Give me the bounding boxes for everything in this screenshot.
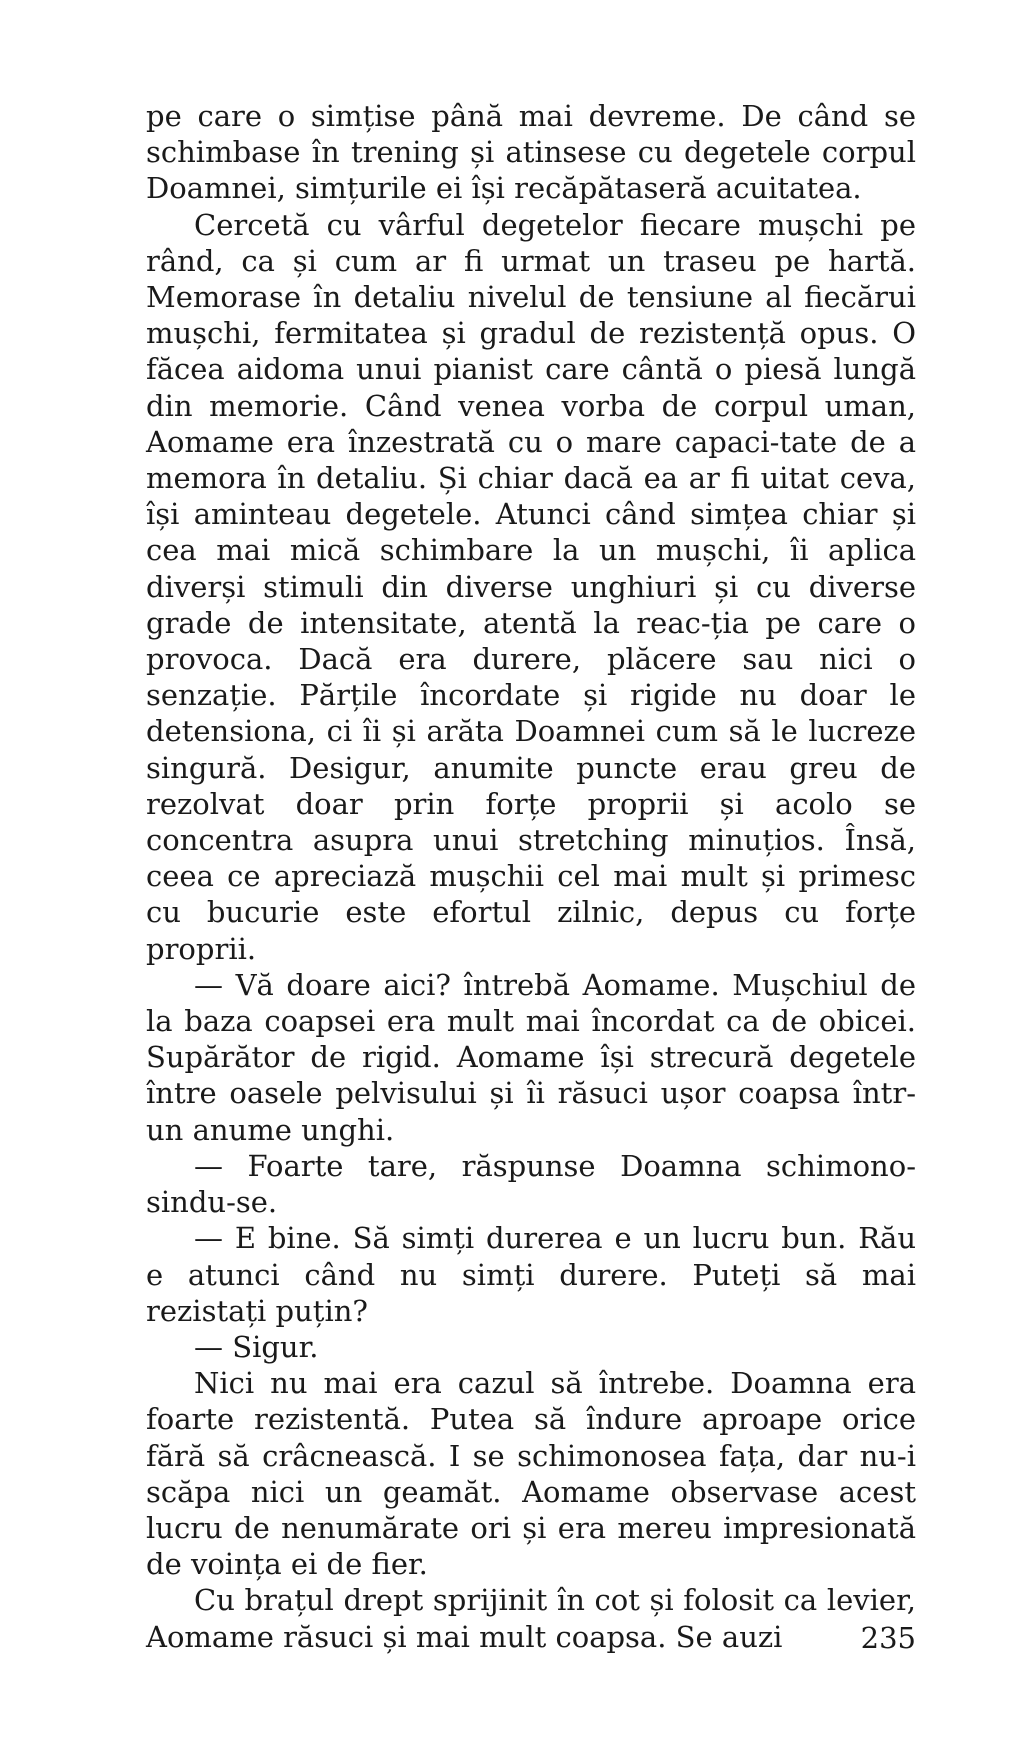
- paragraph: — Foarte tare, răspunse Doamna schimono-sindu-se.: [146, 1148, 916, 1220]
- paragraph: pe care o simțise până mai devreme. De când se schimbase în trening și atinsese cu degetele corpul Doamnei, simțurile ei își recăpătaseră acuitatea.: [146, 99, 916, 206]
- paragraph: — Vă doare aici? întrebă Aomame. Mușchiul de la baza coapsei era mult mai încordat ca de obicei. Supărător de rigid. Aomame își strecură degetele între oasele pelvisului și îi răsuci ușor coapsa într-un anume unghi.: [146, 967, 916, 1147]
- page-number: 235: [860, 1621, 916, 1655]
- paragraph: — Sigur.: [194, 1329, 319, 1364]
- book-page-text: [146, 98, 916, 1655]
- paragraph: Cu brațul drept sprijinit în cot și folosit ca levier, Aomame răsuci și mai mult coapsa. Se auzi: [146, 1583, 916, 1654]
- paragraph: — E bine. Să simți durerea e un lucru bun. Rău e atunci când nu simți durere. Puteți să mai rezistați puțin?: [146, 1221, 916, 1328]
- paragraph: Cercetă cu vârful degetelor fiecare mușchi pe rând, ca și cum ar fi urmat un traseu pe hartă. Memorase în detaliu nivelul de tensiune al fiecărui mușchi, fermitatea și gradul de rezistență opus. O făcea aidoma unui pianist care cântă o piesă lungă din memorie. Când venea vorba de corpul uman, Aomame era înzestrată cu o mare capaci-tate de a memora în detaliu. Și chiar dacă ea ar fi uitat ceva, își aminteau degetele. Atunci când simțea chiar și cea mai mică schimbare la un mușchi, îi aplica diverși stimuli din diverse unghiuri și cu diverse grade de intensitate, atentă la reac-ția pe care o provoca. Dacă era durere, plăcere sau nici o senzație. Părțile încordate și rigide nu doar le detensiona, ci îi și arăta Doamnei cum să le lucreze singură. Desigur, anumite puncte erau greu de rezolvat doar prin forțe proprii și acolo se concentra asupra unui stretching minuțios. Însă, ceea ce apreciază mușchii cel mai mult și primesc cu bucurie este efortul zilnic, depus cu forțe proprii.: [146, 207, 916, 966]
- paragraph: Nici nu mai era cazul să întrebe. Doamna era foarte rezistentă. Putea să îndure aproape orice fără să crâcnească. I se schimonosea fața, dar nu-i scăpa nici un geamăt. Aomame observase acest lucru de nenumărate ori și era mereu impresionată de voința ei de fier.: [146, 1366, 916, 1582]
